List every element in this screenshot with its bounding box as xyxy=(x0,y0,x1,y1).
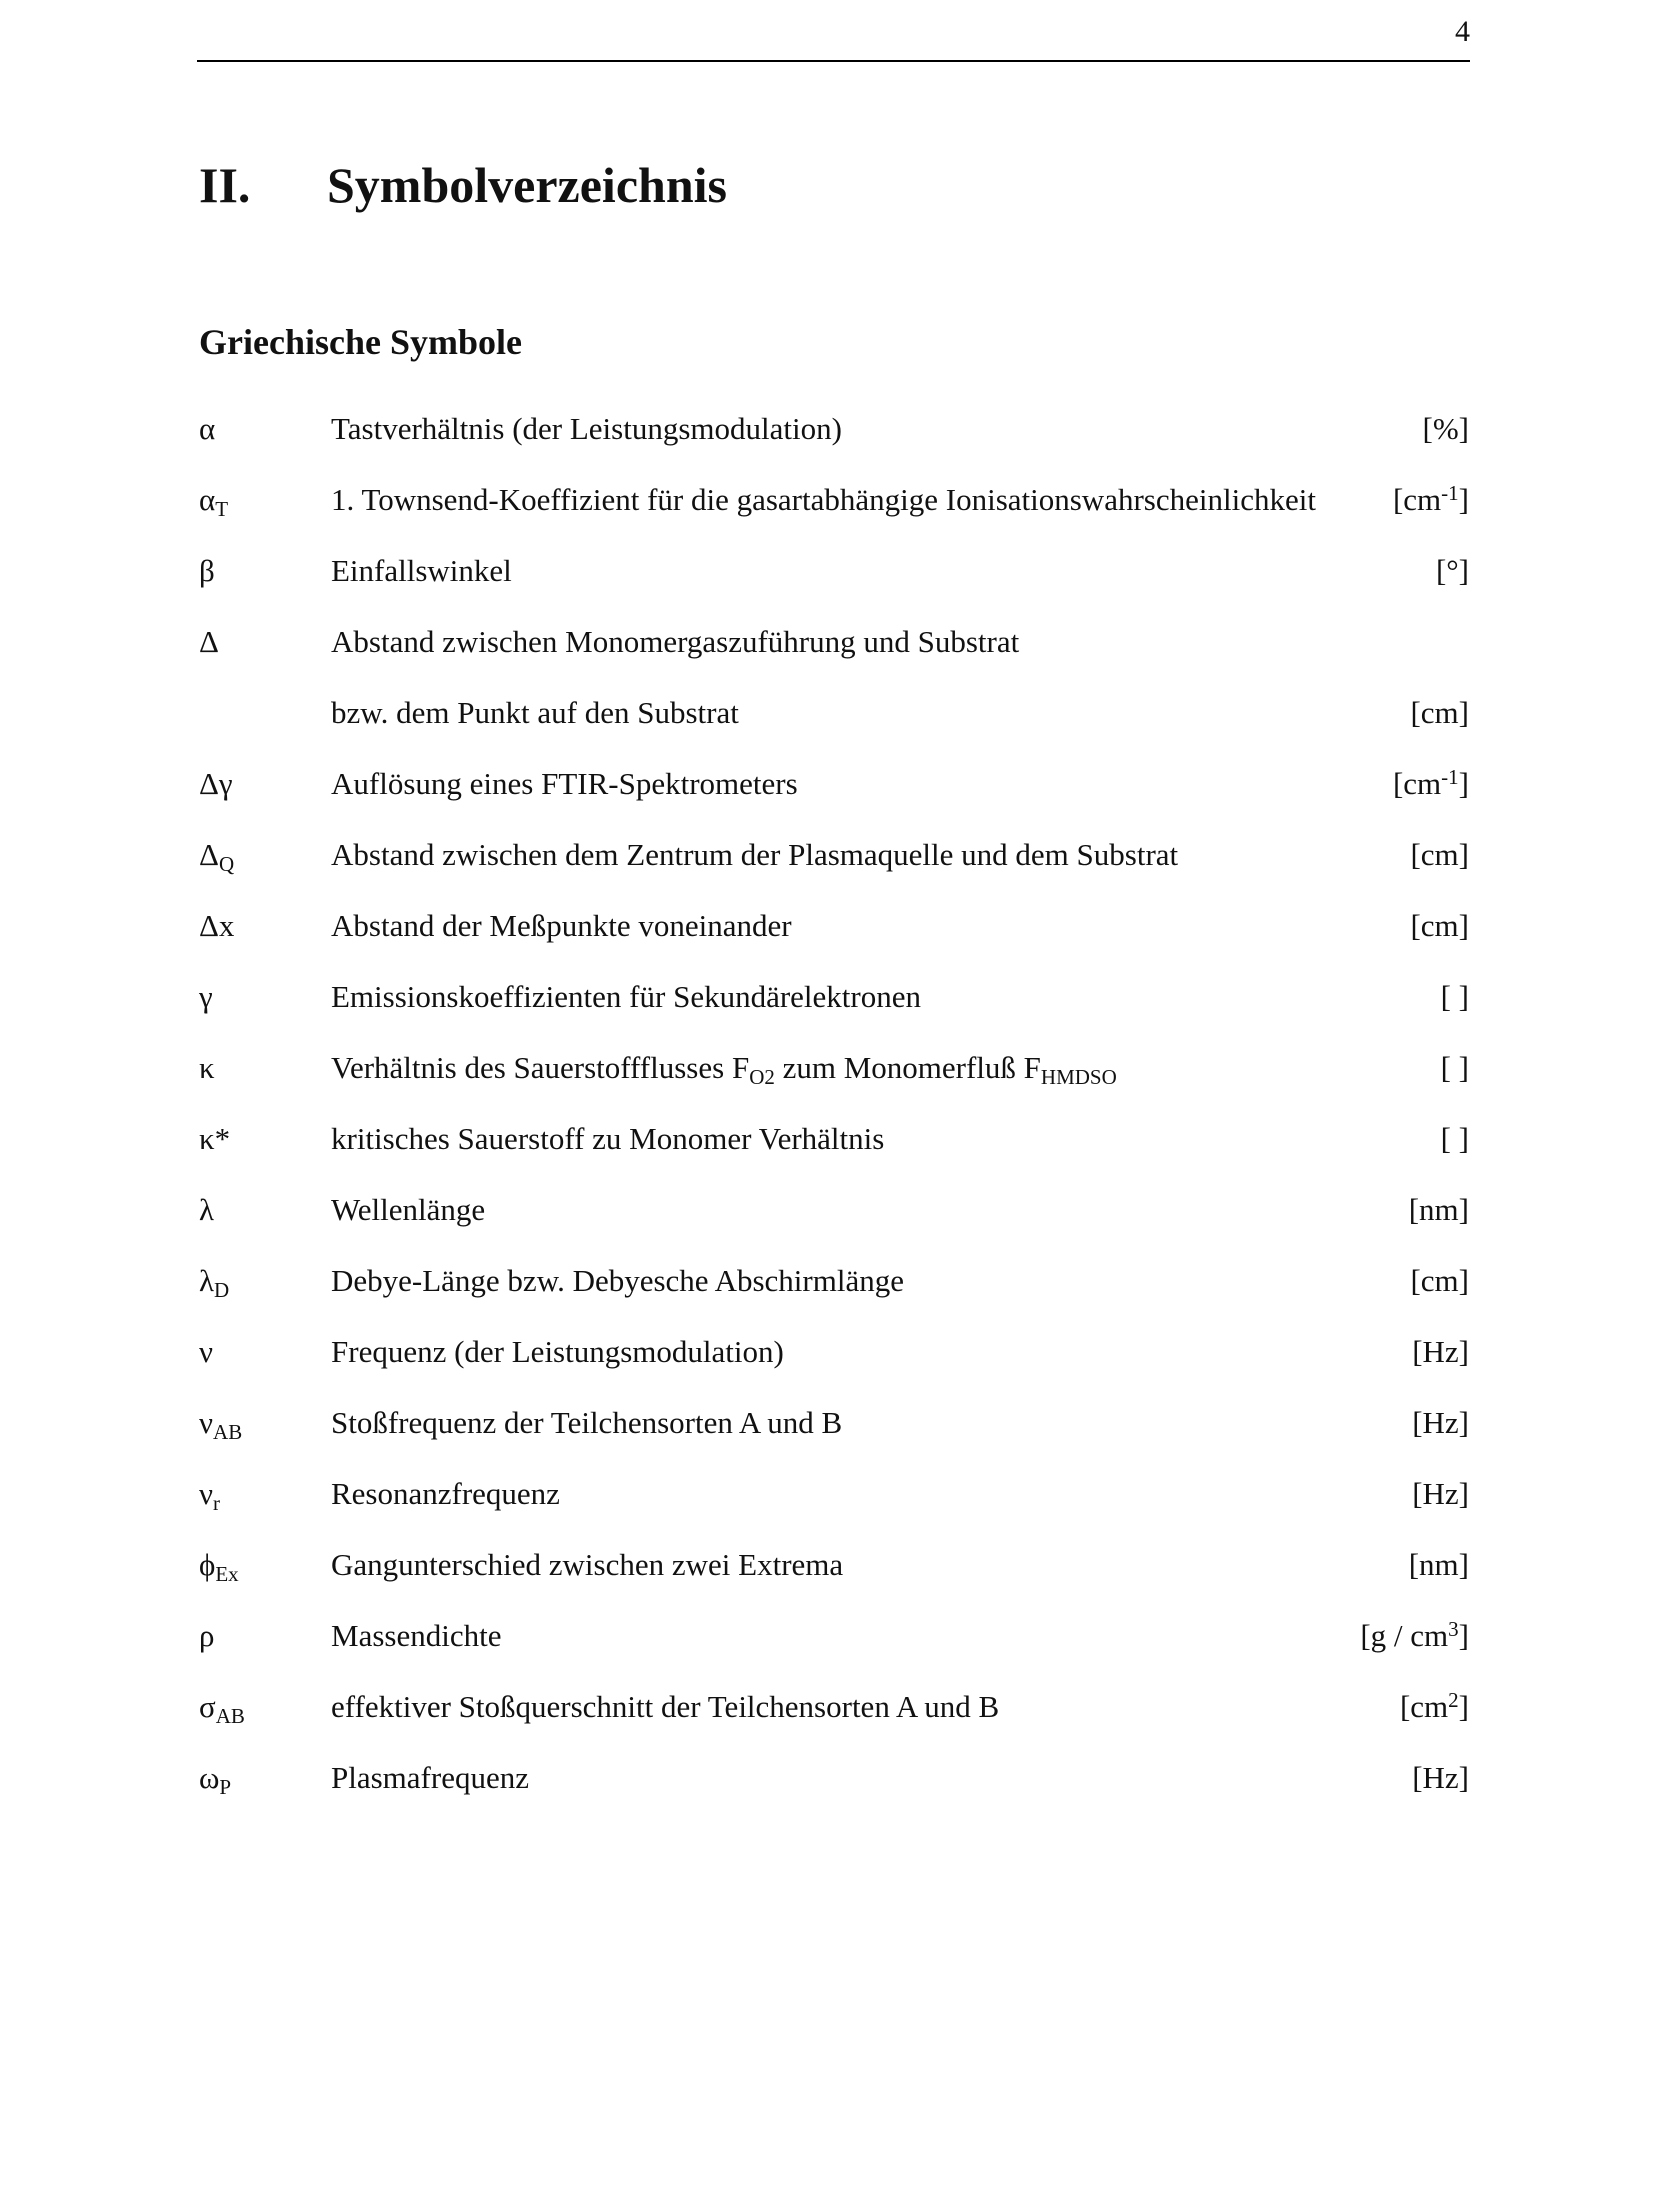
symbol-row xyxy=(199,1472,1469,1543)
symbol: $\phi_{Ex}$ xyxy=(199,1547,239,1586)
symbol-description: Abstand zwischen Monomergaszuführung und Substrat xyxy=(331,624,1020,659)
symbol-subscript: Q xyxy=(218,852,235,876)
symbol-description: Auflösung eines FTIR-Spektrometers xyxy=(331,766,798,801)
symbol-subscript: r xyxy=(213,1491,221,1515)
symbol-description: Massendichte xyxy=(331,1618,502,1653)
symbol-list xyxy=(199,407,1469,1827)
symbol-unit: [ ] xyxy=(1440,979,1469,1014)
symbol-unit: [cm] xyxy=(1410,695,1469,730)
symbol-row xyxy=(199,1046,1469,1117)
symbol-unit: [Hz] xyxy=(1412,1334,1469,1369)
page-number: 4 xyxy=(1455,15,1470,48)
symbol-row xyxy=(199,1330,1469,1401)
symbol-unit: [cm] xyxy=(1410,837,1469,872)
symbol-unit: $[g / cm^3]$ xyxy=(1360,1617,1469,1653)
symbol-subscript: P xyxy=(219,1775,232,1799)
symbol-row xyxy=(199,478,1469,549)
symbol-description: Emissionskoeffizienten für Sekundärelektronen xyxy=(331,979,921,1014)
symbol-unit: $[cm^{-1}]$ xyxy=(1392,481,1469,517)
symbol-row xyxy=(199,1614,1469,1685)
symbol-description: kritisches Sauerstoff zu Monomer Verhältnis xyxy=(331,1121,885,1156)
symbol: $\nu_r$ xyxy=(199,1476,221,1515)
symbol-description: Verhältnis des Sauerstoffflusses $F_{O2}$ zum Monomerfluß $F_{HMDSO}$ xyxy=(331,1050,1117,1089)
symbol-row xyxy=(199,407,1469,478)
symbol: γ xyxy=(199,979,213,1014)
symbol: κ* xyxy=(199,1121,231,1156)
symbol-row xyxy=(199,762,1469,833)
symbol: λ xyxy=(199,1192,215,1227)
symbol-unit: [%] xyxy=(1422,411,1469,446)
symbol: β xyxy=(199,553,215,588)
symbol: α xyxy=(199,411,216,446)
symbol-description: Resonanzfrequenz xyxy=(331,1476,560,1511)
symbol: $\omega_P$ xyxy=(199,1760,232,1799)
symbol-row xyxy=(199,1117,1469,1188)
symbol-row xyxy=(199,1401,1469,1472)
symbol-subscript: AB xyxy=(215,1704,245,1728)
symbol-row xyxy=(199,549,1469,620)
symbol-unit: [nm] xyxy=(1408,1547,1469,1582)
symbol: ρ xyxy=(199,1618,215,1653)
symbol-subscript: T xyxy=(215,497,229,521)
symbol-unit: [ ] xyxy=(1440,1050,1469,1085)
symbol-description: Frequenz (der Leistungsmodulation) xyxy=(331,1334,784,1369)
symbol-row xyxy=(199,1685,1469,1756)
symbol-unit: [nm] xyxy=(1408,1192,1469,1227)
symbol-description: Abstand der Meßpunkte voneinander xyxy=(331,908,792,943)
symbol-row xyxy=(199,1543,1469,1614)
symbol-unit: [Hz] xyxy=(1412,1405,1469,1440)
symbol: $\sigma_{AB}$ xyxy=(199,1689,245,1728)
symbol-unit: [°] xyxy=(1435,553,1469,588)
symbol: Δγ xyxy=(199,766,233,801)
symbol-subscript: D xyxy=(214,1278,230,1302)
symbol-row xyxy=(199,1259,1469,1330)
symbol-description: Wellenlänge xyxy=(331,1192,486,1227)
symbol-row xyxy=(199,904,1469,975)
symbol: Δx xyxy=(199,908,235,943)
symbol-description: 1. Townsend-Koeffizient für die gasartabhängige Ionisationswahrscheinlichkeit xyxy=(331,482,1316,517)
symbol-row xyxy=(199,833,1469,904)
symbol-unit: [ ] xyxy=(1440,1121,1469,1156)
symbol-row-continuation xyxy=(199,691,1469,762)
symbol-description: Plasmafrequenz xyxy=(331,1760,529,1795)
symbol-unit: [Hz] xyxy=(1412,1760,1469,1795)
symbol: κ xyxy=(199,1050,215,1085)
symbol-description: bzw. dem Punkt auf den Substrat xyxy=(331,695,739,730)
symbol-description: Einfallswinkel xyxy=(331,553,512,588)
symbol-subscript: Ex xyxy=(215,1562,239,1586)
symbol-row xyxy=(199,1188,1469,1259)
symbol-description: Debye-Länge bzw. Debyesche Abschirmlänge xyxy=(331,1263,904,1298)
symbol-row xyxy=(199,975,1469,1046)
symbol-unit: $[cm^2]$ xyxy=(1399,1688,1469,1724)
symbol-description: effektiver Stoßquerschnitt der Teilchensorten A und B xyxy=(331,1689,1000,1724)
chapter-title: Symbolverzeichnis xyxy=(327,157,727,213)
symbol-row xyxy=(199,1756,1469,1827)
symbol-description: Abstand zwischen dem Zentrum der Plasmaquelle und dem Substrat xyxy=(331,837,1179,872)
symbol: Δ xyxy=(199,624,219,659)
symbol: $\lambda_D$ xyxy=(199,1263,230,1302)
symbol-description: Stoßfrequenz der Teilchensorten A und B xyxy=(331,1405,843,1440)
chapter-number: II. xyxy=(199,157,251,213)
symbol-subscript: AB xyxy=(213,1420,243,1444)
symbol: ν xyxy=(199,1334,214,1369)
symbol: $\alpha_T$ xyxy=(199,482,229,521)
symbol-description: Tastverhältnis (der Leistungsmodulation) xyxy=(331,411,842,446)
symbol-unit: [cm] xyxy=(1410,1263,1469,1298)
section-heading: Griechische Symbole xyxy=(199,322,522,362)
header-rule xyxy=(197,60,1470,62)
symbol: $\Delta_Q$ xyxy=(199,837,235,876)
symbol-row xyxy=(199,620,1469,691)
symbol-description: Gangunterschied zwischen zwei Extrema xyxy=(331,1547,844,1582)
symbol-unit: [cm] xyxy=(1410,908,1469,943)
symbol-unit: [Hz] xyxy=(1412,1476,1469,1511)
symbol-unit: $[cm^{-1}]$ xyxy=(1392,765,1469,801)
symbol: $\nu_{AB}$ xyxy=(199,1405,243,1444)
